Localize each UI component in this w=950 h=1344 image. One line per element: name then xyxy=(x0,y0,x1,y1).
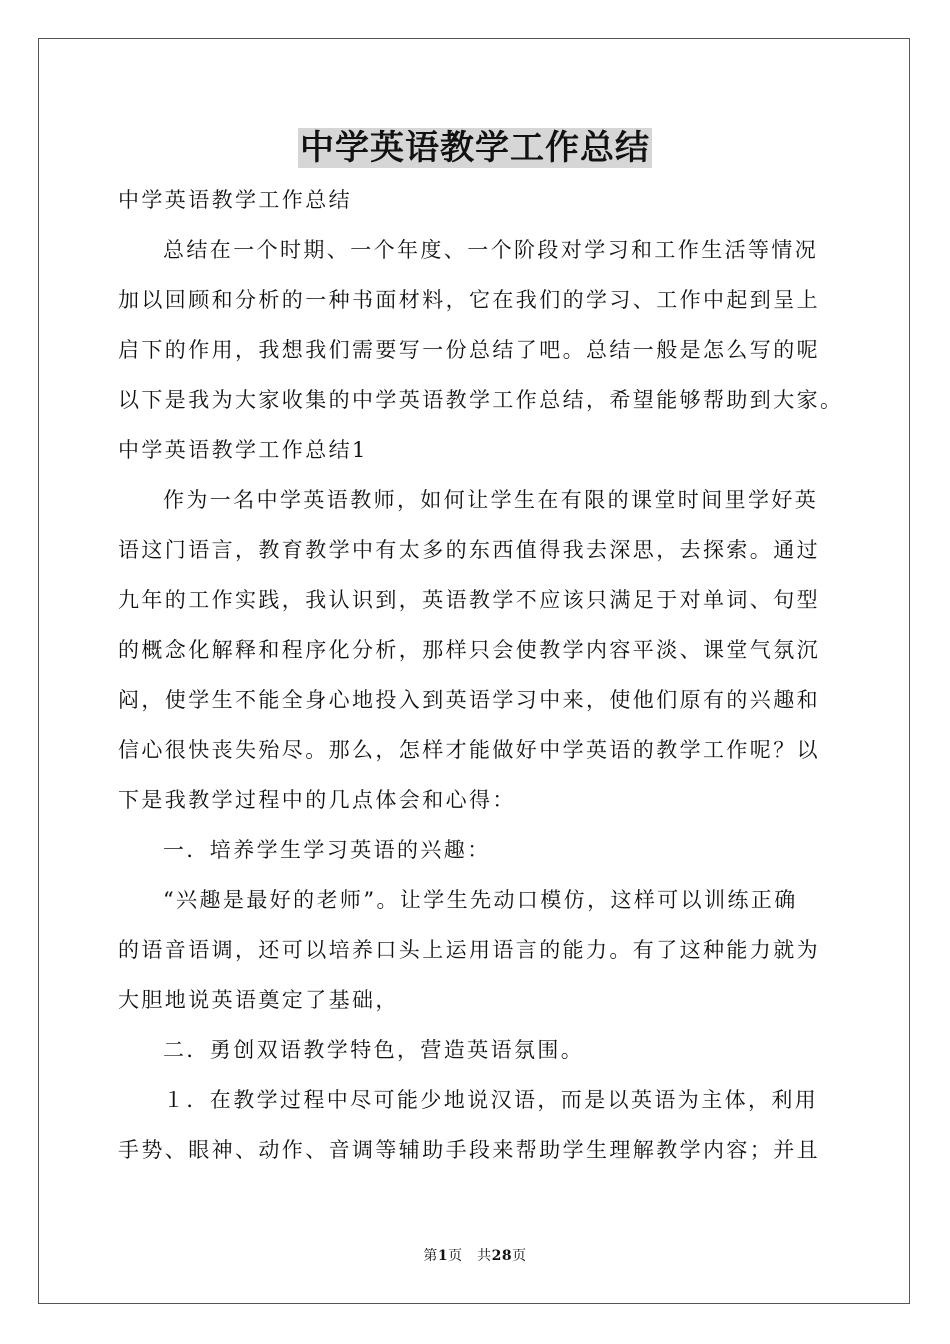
body-line: 信心很快丧失殆尽。那么，怎样才能做好中学英语的教学工作呢？以 xyxy=(118,738,820,762)
body-line: 九年的工作实践，我认识到，英语教学不应该只满足于对单词、句型 xyxy=(118,588,820,612)
body-line: 的语音语调，还可以培养口头上运用语言的能力。有了这种能力就为 xyxy=(118,938,820,962)
intro-line: 总结在一个时期、一个年度、一个阶段对学习和工作生活等情况 xyxy=(163,238,819,262)
section-heading: 中学英语教学工作总结1 xyxy=(118,438,368,462)
footer-mid: 页 共 xyxy=(448,1248,492,1264)
page-footer xyxy=(0,1246,950,1266)
body-line: 的概念化解释和程序化分析，那样只会使教学内容平淡、课堂气氛沉 xyxy=(118,638,820,662)
intro-line: 加以回顾和分析的一种书面材料，它在我们的学习、工作中起到呈上 xyxy=(118,288,820,312)
document-title xyxy=(0,122,950,174)
point-heading: 二．勇创双语教学特色，营造英语氛围。 xyxy=(163,1038,585,1062)
body-line: 语这门语言，教育教学中有太多的东西值得我去深思，去探索。通过 xyxy=(118,538,820,562)
body-line: “兴趣是最好的老师”。让学生先动口模仿，这样可以训练正确 xyxy=(163,888,798,912)
intro-line: 启下的作用，我想我们需要写一份总结了吧。总结一般是怎么写的呢 xyxy=(118,338,820,362)
body-line: 大胆地说英语奠定了基础， xyxy=(118,988,399,1012)
document-title-text: 中学英语教学工作总结 xyxy=(300,128,650,168)
footer-total-pages: 28 xyxy=(491,1248,513,1264)
body-line: １．在教学过程中尽可能少地说汉语，而是以英语为主体，利用 xyxy=(163,1088,819,1112)
footer-page-number: 1 xyxy=(437,1248,449,1264)
intro-line: 以下是我为大家收集的中学英语教学工作总结，希望能够帮助到大家。 xyxy=(118,388,844,412)
body-line: 作为一名中学英语教师，如何让学生在有限的课堂时间里学好英 xyxy=(163,488,819,512)
point-heading: 一．培养学生学习英语的兴趣： xyxy=(163,838,491,862)
subtitle: 中学英语教学工作总结 xyxy=(118,188,352,212)
body-line: 手势、眼神、动作、音调等辅助手段来帮助学生理解教学内容；并且 xyxy=(118,1138,820,1162)
footer-prefix: 第 xyxy=(423,1248,438,1264)
body-line: 下是我教学过程中的几点体会和心得： xyxy=(118,788,516,812)
body-line: 闷，使学生不能全身心地投入到英语学习中来，使他们原有的兴趣和 xyxy=(118,688,820,712)
footer-suffix: 页 xyxy=(512,1248,527,1264)
